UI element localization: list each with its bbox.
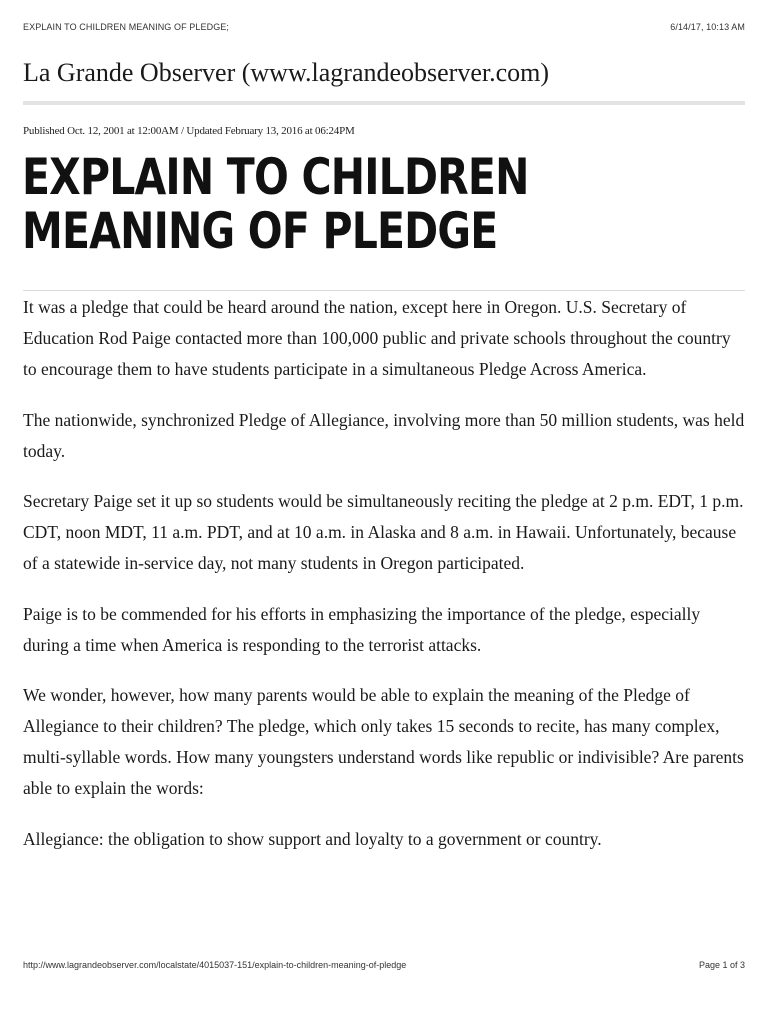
headline-divider [23,290,745,291]
site-title: La Grande Observer (www.lagrandeobserver.com) [23,58,550,87]
print-footer-url: http://www.lagrandeobserver.com/localstate/4015037-151/explain-to-children-meaning-of-pledge [23,960,407,970]
article-meta: Published Oct. 12, 2001 at 12:00AM / Updated February 13, 2016 at 06:24PM [23,125,355,137]
article-headline: EXPLAIN TO CHILDREN MEANING OF PLEDGE [22,148,529,260]
print-footer-page: Page 1 of 3 [698,960,745,970]
article-paragraph: Paige is to be commended for his efforts in emphasizing the importance of the pledge, especially during a time when America is responding to the terrorist attacks. [23,603,701,655]
article-paragraph: Allegiance: the obligation to show support and loyalty to a government or country. [23,828,602,849]
print-footer [23,960,745,970]
article-paragraph: Secretary Paige set it up so students would be simultaneously reciting the pledge at 2 p.m. EDT, 1 p.m. CDT, noon MDT, 11 a.m. PDT, and at 10 a.m. in Alaska and 8 a.m. in Hawaii. Unfortunately, because of a statewide in-service day, not many students in Oregon participated. [23,491,744,573]
article-body [23,292,748,874]
article-paragraph: The nationwide, synchronized Pledge of Allegiance, involving more than 50 million students, was held today. [23,409,745,461]
article-paragraph: It was a pledge that could be heard around the nation, except here in Oregon. U.S. Secretary of Education Rod Paige contacted more than 100,000 public and private schools throughout the country to encourage them to have students participate in a simultaneous Pledge Across America. [23,297,731,379]
site-divider [23,101,745,105]
article-paragraph: We wonder, however, how many parents would be able to explain the meaning of the Pledge of Allegiance to their children? The pledge, which only takes 15 seconds to recite, has many complex, multi-syllable words. How many youngsters understand words like republic or indivisible? Are parents able to explain the words: [23,685,744,798]
print-header-title: EXPLAIN TO CHILDREN MEANING OF PLEDGE; [23,22,230,32]
print-header [23,22,745,32]
print-header-datetime: 6/14/17, 10:13 AM [670,22,745,32]
